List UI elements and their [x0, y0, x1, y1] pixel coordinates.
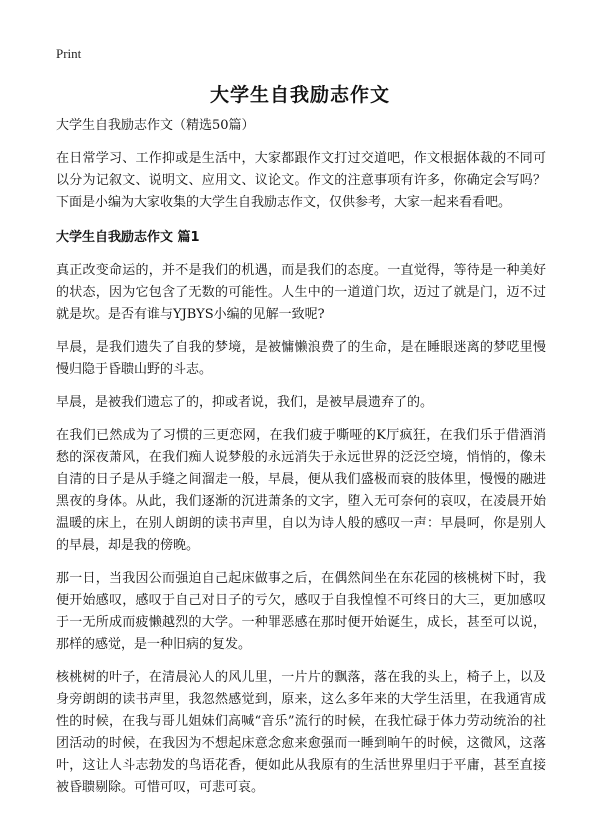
document-subtitle: 大学生自我励志作文（精选50篇）	[56, 118, 255, 133]
body-paragraph: 核桃树的叶子，在清晨沁人的风儿里，一片片的飘落，落在我的头上，椅子上，以及身旁朗朗的读书声里，我忽然感觉到，原来，这么多年来的大学生活里，在我通宵成性的时候，在我与哥儿姐妹们高喊“音乐”流行的时候，在我忙碌于体力劳动统治的社团活动的时候，在我因为不想起床意念愈来愈强而一睡到晌午的时候，这微风，这落叶，这让人斗志勃发的鸟语花香，便如此从我原有的生活世界里归于平庸，甚至直接被昏聩剔除。可惜可叹，可悲可哀。	[56, 670, 546, 795]
section-heading: 大学生自我励志作文 篇1	[56, 230, 200, 245]
intro-paragraph: 在日常学习、工作抑或是生活中，大家都跟作文打过交道吧，作文根据体裁的不同可以分为记叙文、说明文、应用文、议论文。作文的注意事项有许多，你确定会写吗？下面是小编为大家收集的大学生自我励志作文，仅供参考，大家一起来看看吧。	[56, 151, 546, 210]
document-body	[56, 116, 546, 810]
body-paragraph: 那一日，当我因公而强迫自己起床做事之后，在偶然间坐在东花园的核桃树下时，我便开始感叹，感叹于自己对日子的亏欠，感叹于自我惶惶不可终日的大三，更加感叹于一无所成而疲懒越烈的大学。一种罪恶感在那时便开始诞生，成长，甚至可以说，那样的感觉，是一种旧病的复发。	[56, 571, 546, 652]
body-paragraph: 真正改变命运的，并不是我们的机遇，而是我们的态度。一直觉得，等待是一种美好的状态，因为它包含了无数的可能性。人生中的一道道门坎，迈过了就是门，迈不过就是坎。是否有谁与YJBYS小编的见解一致呢?	[56, 263, 546, 322]
body-paragraph: 早晨，是被我们遗忘了的，抑或者说，我们，是被早晨遗弃了的。	[56, 395, 434, 410]
body-paragraph: 在我们已然成为了习惯的三更恋网，在我们疲于嘶哑的K厅疯狂，在我们乐于借酒消愁的深夜萧风，在我们痴人说梦般的永远消失于永远世界的泛泛空境，悄悄的，像未自清的日子是从手缝之间溜走一般，早晨，便从我们盛极而衰的肢体里，慢慢的融进黑夜的身体。从此，我们逐渐的沉进萧条的文字，堕入无可奈何的哀叹，在凌晨开始温暖的床上，在别人朗朗的读书声里，自以为诗人般的感叹一声：早晨呵，你是别人的早晨，却是我的傍晚。	[56, 428, 546, 553]
print-link[interactable]: Print	[56, 46, 82, 61]
page-title: 大学生自我励志作文	[209, 84, 390, 106]
body-paragraph: 早晨，是我们遗失了自我的梦境，是被慵懒浪费了的生命，是在睡眼迷离的梦呓里慢慢归隐于昏聩山野的斗志。	[56, 340, 546, 377]
